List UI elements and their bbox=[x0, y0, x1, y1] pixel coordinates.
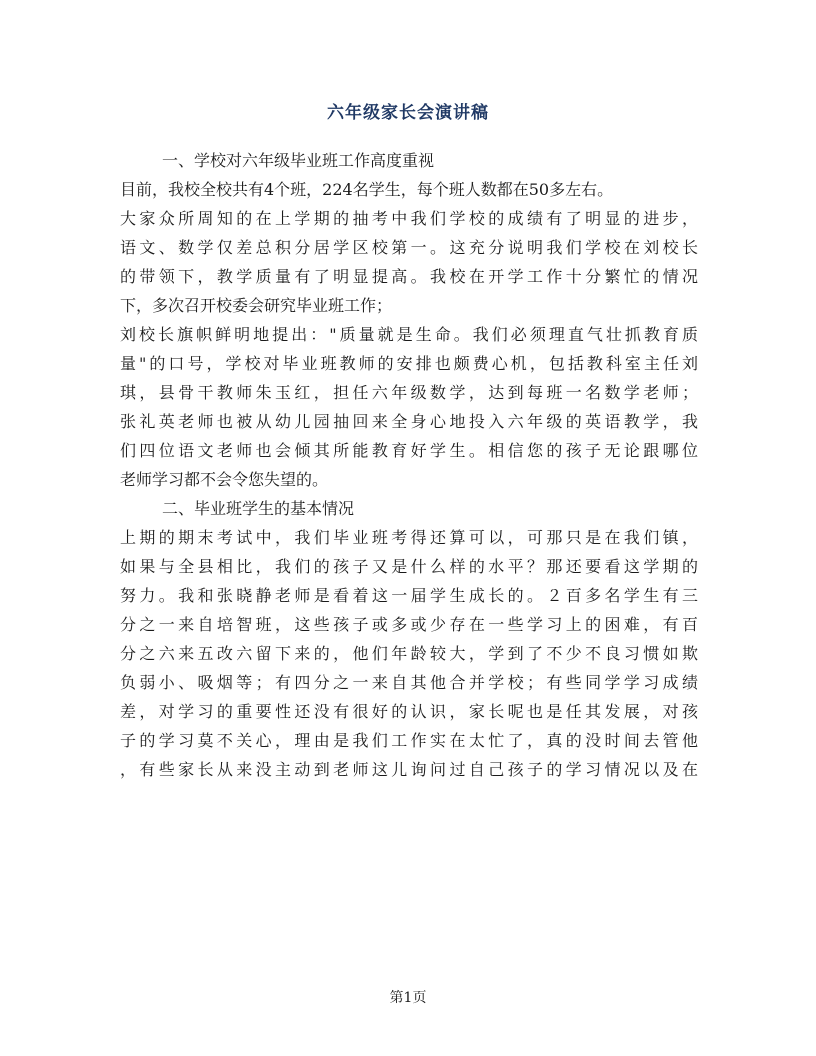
section-heading: 一、学校对六年级毕业班工作高度重视 bbox=[162, 151, 435, 170]
paragraph-line: ，有些家长从来没主动到老师这儿询问过自己孩子的学习情况以及在 bbox=[120, 760, 698, 779]
paragraph-line: 分之一来自培智班，这些孩子或多或少存在一些学习上的困难，有百 bbox=[120, 615, 698, 634]
paragraph-line: 刘校长旗帜鲜明地提出："质量就是生命。我们必须理直气壮抓教育质 bbox=[120, 325, 698, 344]
paragraph-line: 下，多次召开校委会研究毕业班工作； bbox=[120, 296, 393, 315]
paragraph-line: 大家众所周知的在上学期的抽考中我们学校的成绩有了明显的进步， bbox=[120, 209, 698, 228]
document-title: 六年级家长会演讲稿 bbox=[327, 103, 489, 123]
paragraph-line: 上期的期末考试中，我们毕业班考得还算可以，可那只是在我们镇， bbox=[120, 528, 698, 547]
paragraph-line: 目前，我校全校共有4个班，224名学生，每个班人数都在50多左右。 bbox=[120, 180, 614, 199]
paragraph-line: 的带领下，教学质量有了明显提高。我校在开学工作十分繁忙的情况 bbox=[120, 267, 698, 286]
section-heading: 二、毕业班学生的基本情况 bbox=[162, 499, 355, 518]
paragraph-line: 语文、数学仅差总积分居学区校第一。这充分说明我们学校在刘校长 bbox=[120, 238, 698, 257]
paragraph-line: 老师学习都不会令您失望的。 bbox=[120, 470, 329, 489]
paragraph-line: 差，对学习的重要性还没有很好的认识，家长呢也是任其发展，对孩 bbox=[120, 702, 698, 721]
paragraph-line: 们四位语文老师也会倾其所能教育好学生。相信您的孩子无论跟哪位 bbox=[120, 441, 698, 460]
paragraph-line: 张礼英老师也被从幼儿园抽回来全身心地投入六年级的英语教学，我 bbox=[120, 412, 698, 431]
paragraph-line: 努力。我和张晓静老师是看着这一届学生成长的。２百多名学生有三 bbox=[120, 586, 698, 605]
paragraph-line: 量"的口号，学校对毕业班教师的安排也颇费心机，包括教科室主任刘 bbox=[120, 354, 698, 373]
document-body bbox=[120, 146, 698, 784]
paragraph-line: 如果与全县相比，我们的孩子又是什么样的水平？那还要看这学期的 bbox=[120, 557, 698, 576]
paragraph-line: 子的学习莫不关心，理由是我们工作实在太忙了，真的没时间去管他 bbox=[120, 731, 698, 750]
paragraph-line: 负弱小、吸烟等；有四分之一来自其他合并学校；有些同学学习成绩 bbox=[120, 673, 698, 692]
page-number: 第1页 bbox=[389, 990, 427, 1006]
paragraph-line: 分之六来五改六留下来的，他们年龄较大，学到了不少不良习惯如欺 bbox=[120, 644, 698, 663]
paragraph-line: 琪，县骨干教师朱玉红，担任六年级数学，达到每班一名数学老师； bbox=[120, 383, 698, 402]
